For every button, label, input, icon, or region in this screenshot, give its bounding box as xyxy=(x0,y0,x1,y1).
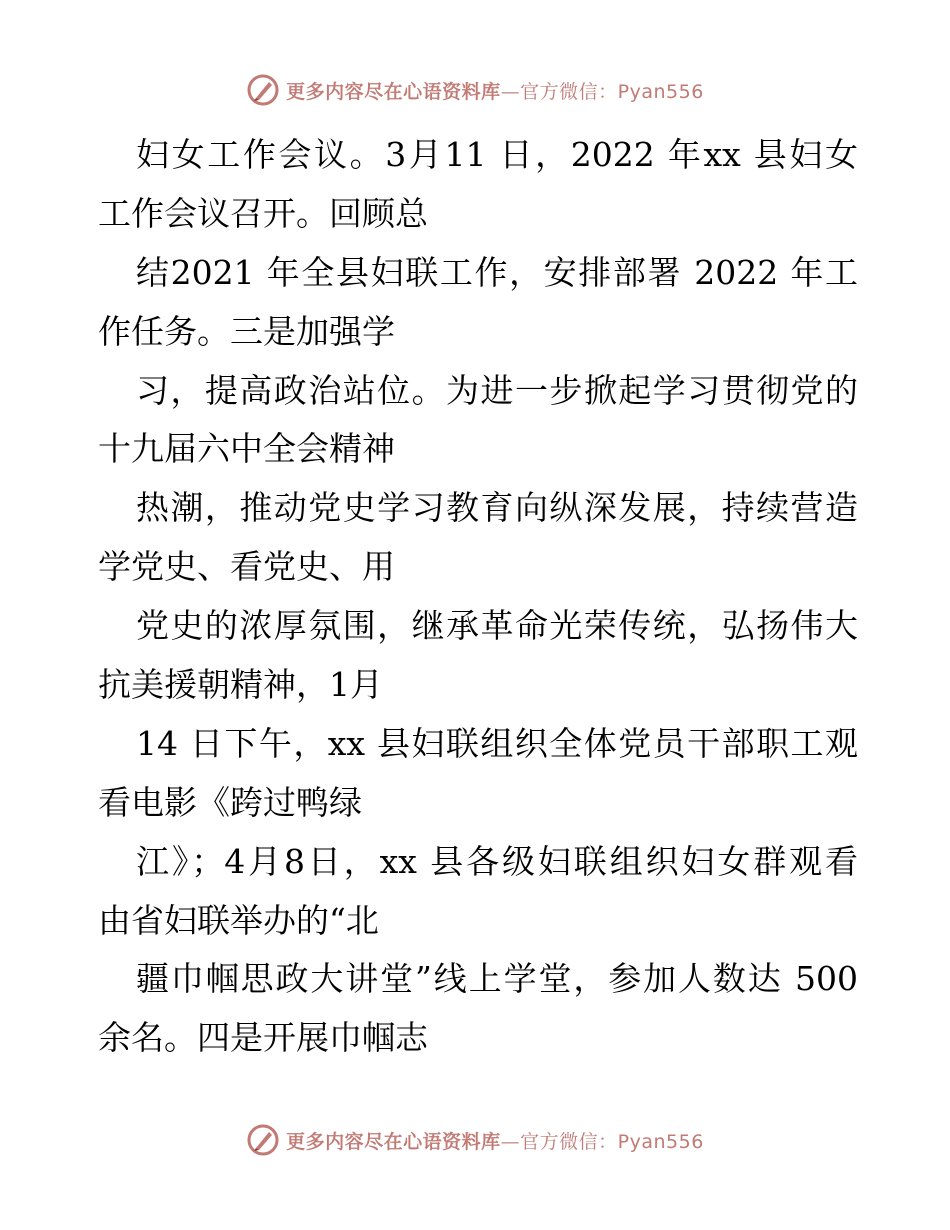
text-line: 工作会议召开。回顾总 xyxy=(98,193,428,233)
text-line: 余名。四是开展巾帼志 xyxy=(98,1018,428,1058)
text-line: 十九届六中全会精神 xyxy=(98,429,395,469)
text-line: 作任务。三是加强学 xyxy=(98,311,395,351)
text-line: 看电影《跨过鸭绿 xyxy=(98,782,362,822)
text-line: 由省妇联举办的“北 xyxy=(98,900,379,940)
text-line: 14 日下午，xx 县妇联组织全体党员干部职工观 xyxy=(136,723,858,763)
text-line: 党史的浓厚氛围，继承革命光荣传统，弘扬伟大 xyxy=(136,606,858,646)
text-line: 妇女工作会议。3月11 日，2022 年xx 县妇女 xyxy=(136,135,858,174)
text-line: 疆巾帼思政大讲堂”线上学堂，参加人数达 500 xyxy=(136,959,858,999)
text-line: 江》；4月8日，xx 县各级妇联组织妇女群观看 xyxy=(136,841,858,881)
watermark-text: 更多内容尽在心语资料库—官方微信：Pyan556 xyxy=(286,1130,704,1153)
header-watermark xyxy=(0,70,950,110)
watermark-text: 更多内容尽在心语资料库—官方微信：Pyan556 xyxy=(286,80,704,103)
footer-watermark xyxy=(0,1120,950,1160)
text-line: 结2021 年全县妇联工作，安排部署 2022 年工 xyxy=(136,252,858,292)
text-line: 习，提高政治站位。为进一步掀起学习贯彻党的 xyxy=(136,370,858,410)
pen-logo-icon xyxy=(246,73,280,107)
text-line: 学党史、看党史、用 xyxy=(98,547,395,587)
pen-logo-icon xyxy=(246,1123,280,1157)
text-line: 热潮，推动党史学习教育向纵深发展，持续营造 xyxy=(136,488,858,528)
document-body xyxy=(98,126,858,1068)
text-line: 抗美援朝精神，1月 xyxy=(98,665,383,705)
